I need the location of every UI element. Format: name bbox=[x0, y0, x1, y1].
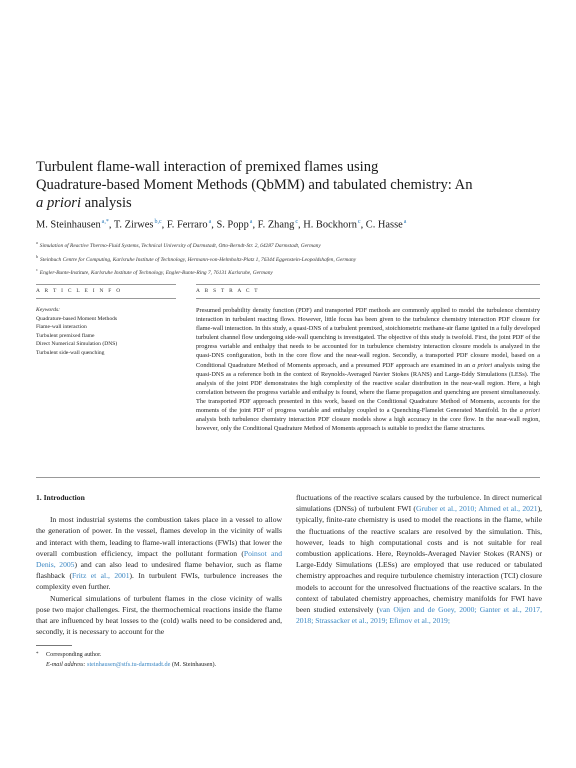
abstract-bottom-rule bbox=[36, 477, 540, 478]
keywords-label: Keywords: bbox=[36, 307, 61, 313]
citation-link[interactable]: Fritz et al., 2001 bbox=[72, 571, 130, 581]
footnote-corresponding: * Corresponding author. bbox=[36, 651, 102, 658]
author-affiliation-mark[interactable]: a bbox=[208, 219, 212, 225]
intro-paragraph-2: Numerical simulations of turbulent flames in the close vicinity of walls pose two major challenges. First, the thermochemical reactions inside the flame that are influenced by heat losses to the (cold) walls need to be considered and, secondly, it is necessary to account for the bbox=[36, 593, 282, 637]
author-name: F. Zhang bbox=[257, 219, 295, 231]
keyword: Turbulent premixed flame bbox=[36, 332, 95, 339]
keywords-block bbox=[36, 306, 176, 358]
author-affiliation-mark[interactable]: a bbox=[249, 219, 253, 225]
author-affiliation-mark[interactable]: a,* bbox=[101, 219, 109, 225]
author-name: M. Steinhausen bbox=[36, 219, 101, 231]
footnote-rule bbox=[36, 645, 72, 646]
author-affiliation-mark[interactable]: a bbox=[403, 219, 407, 225]
affiliation-a: $^a$Simulation of Reactive Thermo-Fluid Systems, Technical University of Darmstadt, Otto-Berndt-Str. 2, 64287 Darmstadt, Germany bbox=[36, 240, 321, 249]
abstract-rule-2 bbox=[196, 298, 540, 299]
intro-left-column bbox=[36, 492, 282, 637]
author-name: F. Ferraro bbox=[166, 219, 208, 231]
citation-link[interactable]: Poinsot and Denis, 2005 bbox=[36, 548, 282, 570]
article-info-heading: A R T I C L E I N F O bbox=[36, 288, 122, 294]
intro-paragraph-1: In most industrial systems the combustion takes place in a vessel to allow the generation of power. In the vessel, flames develop in the vicinity of walls and interact with them, leading to flame-wall interactions (FWIs) that lower the overall combustion efficiency, impact the pollutant formation (Poinsot and Denis, 2005) and can also lead to undesired flame behavior, such as flame flashback (Fritz et al., 2001). In turbulent FWIs, turbulence increases the complexity even further. bbox=[36, 515, 283, 592]
section-heading-introduction: 1. Introduction bbox=[36, 493, 85, 502]
intro-right-column bbox=[296, 492, 542, 626]
abstract-text: Presumed probability density function (PDF) and transported PDF methods are commonly applied to model the turbulence chemistry interaction in turbulent reacting flows. However, little focus has been given to the turbulence chemistry interaction PDF closure for flame-wall interaction. In this study, a quasi-DNS of a turbulent premixed, stoichiometric methane-air flame ignited in a fully developed turbulent channel flow undergoing side-wall quenching is investigated. The objective of this study is twofold. First, the joint PDF of the progress variable and enthalpy that needs to be accounted for in turbulence chemistry interaction closure models is analyzed in the quasi-DNS configuration, both in the core flow and the near-wall region. Secondly, a transported PDF closure model, based on a Conditional Quadrature Method of Moments approach, and a presumed PDF approach are examined in an a priori analysis using the quasi-DNS as a reference both in the context of Reynolds-Averaged Navier Stokes (RANS) and Large-Eddy Simulations (LESs). The analysis of the joint PDF demonstrates the high complexity of the reactive scalar distribution in the near-wall region. Here, a high correlation between the progress variable and enthalpy is found, where the flame propagation and quenching are present simultaneously. The transported PDF approach presented in this work, based on the Conditional Quadrature Method of Moments, accounts for the moments of the joint PDF of progress variable and enthalpy coupled to a Quenching-Flamelet Generated Manifold. In the a priori analysis both turbulence chemistry interaction PDF closure models show a high accuracy in the core flow. In the near-wall region, however, only the Conditional Quadrature Method of Moments approach is suitable to predict the flame structures. bbox=[196, 307, 540, 433]
title-line-3 bbox=[36, 194, 506, 212]
footnote-star: * bbox=[36, 652, 39, 657]
author-name: S. Popp bbox=[216, 219, 249, 231]
author-list: M. Steinhausen$^{a,*}$, T. Zirwes$^{b,c}$, F. Ferraro$^a$, S. Popp$^a$, F. Zhang$^c$, H. Bockhorn$^c$, C. Hasse$^a$ bbox=[36, 219, 407, 231]
author-name: C. Hasse bbox=[365, 219, 403, 231]
intro-paragraph-3: fluctuations of the reactive scalars caused by the turbulence. In direct numerical simulations (DNSs) of turbulent FWI (Gruber et al., 2010; Ahmed et al., 2021), typically, finite-rate chemistry is used to model the reactions in the flame, while the fluctuations of the reactive scalars are resolved by the simulation. This, however, leads to high computational costs and is not suitable for real combustion applications. Here, Reynolds-Averaged Navier Stokes (RANS) or Large-Eddy Simulations (LESs) are employed that use reduced or tabulated chemistry approaches and require turbulence chemistry interaction (TCI) closure models to account for the unresolved fluctuations of the reactive scalars. In the context of tabulated chemistry approaches, chemistry manifolds for FWI have been studied extensively (van Oijen and de Goey, 2000; Ganter et al., 2017, 2018; Strassacker et al., 2019; Efimov et al., 2019; bbox=[296, 493, 543, 626]
title-line-2: Quadrature-based Moment Methods (QbMM) and tabulated chemistry: An bbox=[36, 177, 473, 193]
keyword: Turbulent side-wall quenching bbox=[36, 349, 105, 356]
author-name: T. Zirwes bbox=[113, 219, 154, 231]
author-affiliation-mark[interactable]: b,c bbox=[154, 219, 162, 225]
title-italic: a priori bbox=[36, 195, 82, 211]
affiliation-b: $^b$Steinbuch Centre for Computing, Karlsruhe Institute of Technology, Hermann-von-Helmholtz-Platz 1, 76344 Eggenstein-Leopoldshafen, Germany bbox=[36, 253, 357, 263]
article-info-rule-2 bbox=[36, 298, 176, 299]
footnote-email: E-mail address: steinhausen@stfs.tu-darmstadt.de (M. Steinhausen). bbox=[46, 661, 217, 668]
article-info-rule bbox=[36, 284, 176, 285]
paper-title bbox=[36, 158, 506, 212]
footnotes bbox=[36, 650, 216, 670]
author-name: H. Bockhorn bbox=[303, 219, 357, 231]
keyword: Direct Numerical Simulation (DNS) bbox=[36, 341, 118, 348]
abstract-rule bbox=[196, 284, 540, 285]
keyword: Quadrature-based Moment Methods bbox=[36, 315, 118, 322]
keyword: Flame-wall interaction bbox=[36, 324, 87, 331]
author-affiliation-mark[interactable]: c bbox=[357, 219, 361, 225]
citation-link[interactable]: van Oijen and de Goey, 2000; Ganter et al., 2017, 2018; Strassacker et al., 2019; Efimov et al., 2019; bbox=[296, 605, 542, 626]
abstract-heading: A B S T R A C T bbox=[196, 288, 260, 294]
affiliations bbox=[36, 238, 556, 279]
email-link[interactable]: steinhausen@stfs.tu-darmstadt.de bbox=[87, 661, 171, 668]
title-line-1: Turbulent flame-wall interaction of premixed flames using bbox=[36, 159, 379, 175]
title-line-3-rest: analysis bbox=[81, 195, 132, 211]
affiliation-c: $^c$Engler-Bunte-Institute, Karlsruhe Institute of Technology, Engler-Bunte-Ring 7, 76131 Karlsruhe, Germany bbox=[36, 267, 273, 276]
citation-link[interactable]: Gruber et al., 2010; Ahmed et al., 2021 bbox=[415, 504, 538, 514]
author-affiliation-mark[interactable]: c bbox=[295, 219, 299, 225]
